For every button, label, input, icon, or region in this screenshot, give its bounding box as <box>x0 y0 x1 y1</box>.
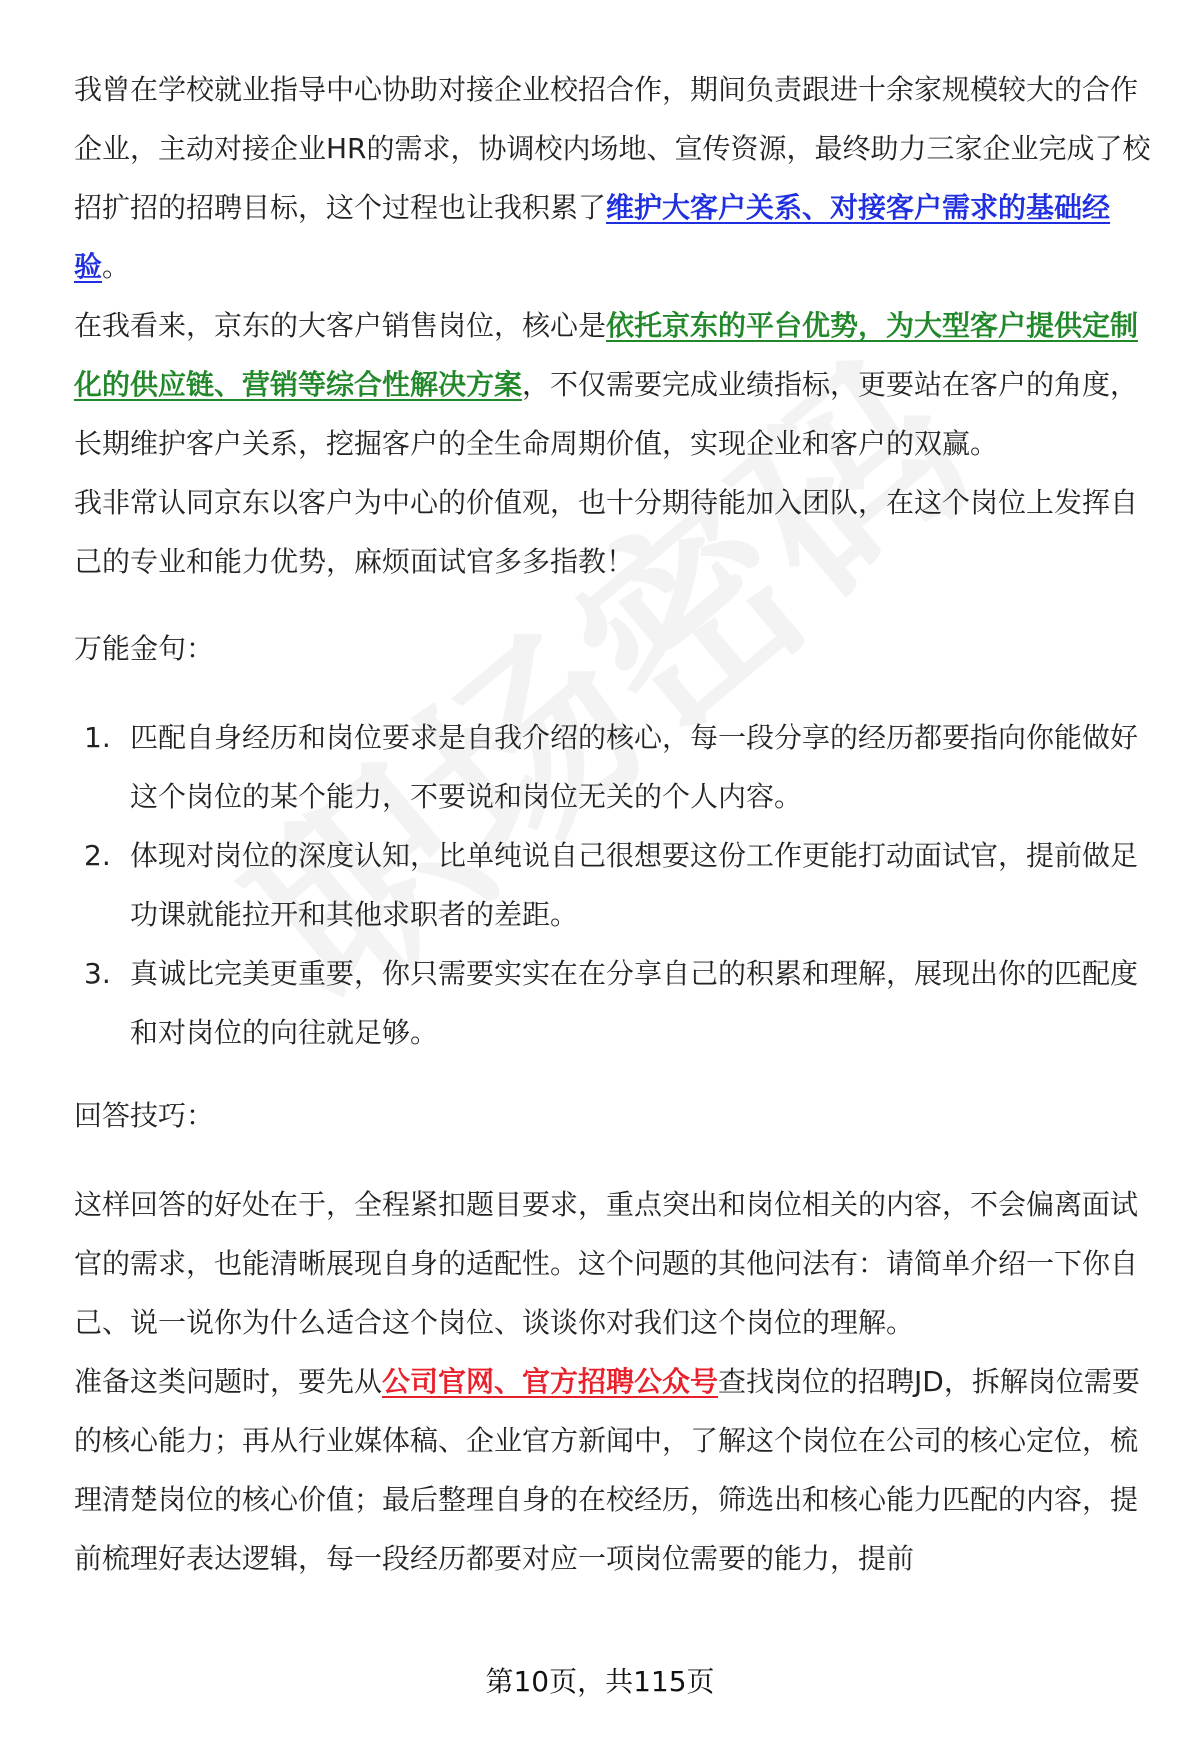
list-item-text: 体现对岗位的深度认知，比单纯说自己很想要这份工作更能打动面试官，提前做足功课就能拉开和其他求职者的差距。 <box>130 839 1139 931</box>
text: 。 <box>102 250 131 283</box>
text: 我曾在学校就业指导中心协助对接企业校招合作，期间负责跟进十余家规模较大的合作企业，主动对接企业HR的需求，协调校内场地、宣传资源，最终助力三家企业完成了校招扩招的招聘目标，这个过程也让我积累了 <box>74 73 1151 224</box>
list-number: 3. <box>84 957 111 990</box>
page-footer: 第10页，共115页 <box>485 1665 715 1698</box>
text: ，不仅需要完成业绩指标，更要站在客户的角度，长期维护客户关系，挖掘客户的全生命周期价值，实现企业和客户的双赢。 <box>74 368 1139 460</box>
tips-paragraph-preparation <box>74 1352 1156 1588</box>
intro-paragraph-closing: 我非常认同京东以客户为中心的价值观，也十分期待能加入团队，在这个岗位上发挥自己的专业和能力优势，麻烦面试官多多指教！ <box>74 486 1139 578</box>
list-number: 1. <box>84 721 111 754</box>
text: 在我看来，京东的大客户销售岗位，核心是 <box>74 309 607 342</box>
document-page <box>74 60 1156 1588</box>
list-item <box>74 944 1156 1062</box>
golden-sentences-list <box>74 708 1156 1062</box>
highlight-green-text: 依托京东的平台优势，为大型客户提供定制化的供应链、营销等综合性解决方案 <box>74 309 1139 401</box>
tips-paragraph-benefits: 这样回答的好处在于，全程紧扣题目要求，重点突出和岗位相关的内容，不会偏离面试官的需求，也能清晰展现自身的适配性。这个问题的其他问法有：请简单介绍一下你自己、说一说你为什么适合这个岗位、谈谈你对我们这个岗位的理解。 <box>74 1188 1139 1339</box>
list-item-text: 真诚比完美更重要，你只需要实实在在分享自己的积累和理解，展现出你的匹配度和对岗位的向往就足够。 <box>130 957 1139 1049</box>
text: 准备这类问题时，要先从 <box>74 1365 383 1398</box>
golden-sentences-heading: 万能金句： <box>74 632 215 665</box>
highlight-red-text: 公司官网、官方招聘公众号 <box>382 1365 719 1398</box>
list-number: 2. <box>84 839 111 872</box>
list-item <box>74 708 1156 826</box>
list-item <box>74 826 1156 944</box>
text: 查找岗位的招聘JD，拆解岗位需要的核心能力；再从行业媒体稿、企业官方新闻中，了解这个岗位在公司的核心定位，梳理清楚岗位的核心价值；最后整理自身的在校经历，筛选出和核心能力匹配的内容，提前梳理好表达逻辑，每一段经历都要对应一项岗位需要的能力，提前 <box>74 1365 1140 1575</box>
intro-paragraph-experience <box>74 60 1156 296</box>
list-item-text: 匹配自身经历和岗位要求是自我介绍的核心，每一段分享的经历都要指向你能做好这个岗位的某个能力，不要说和岗位无关的个人内容。 <box>130 721 1139 813</box>
intro-paragraph-role-view <box>74 296 1156 473</box>
highlight-blue-text: 维护大客户关系、对接客户需求的基础经验 <box>74 191 1111 283</box>
answer-tips-heading: 回答技巧： <box>74 1099 215 1132</box>
